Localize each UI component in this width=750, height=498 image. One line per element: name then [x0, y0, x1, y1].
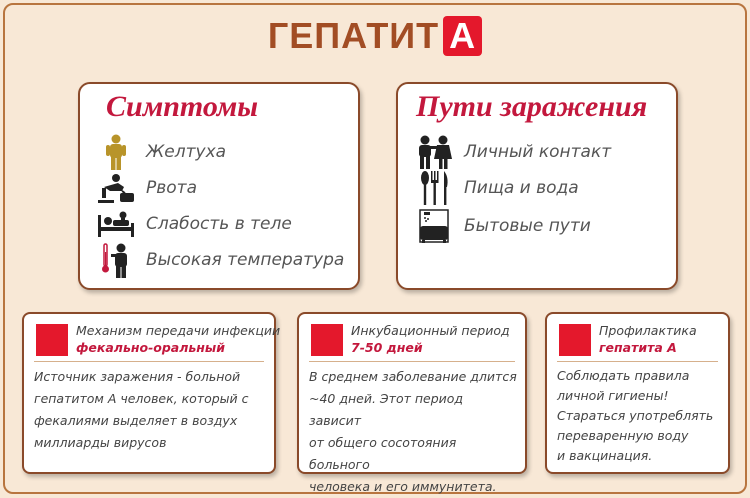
- prevention-card: [545, 312, 730, 474]
- divider: [557, 361, 718, 362]
- info-label: Профилактика: [599, 323, 697, 338]
- info-label: Механизм передачи инфекции: [76, 323, 281, 338]
- incubation-period-card: [297, 312, 527, 494]
- transmission-label: Пища и вода: [464, 178, 579, 198]
- symptom-label: Слабость в теле: [146, 214, 292, 234]
- two-people-icon: [414, 134, 454, 170]
- symptoms-heading: Симптомы: [106, 90, 259, 123]
- title-text: ГЕПАТИТ: [267, 15, 440, 56]
- red-square-icon: [311, 324, 343, 356]
- transmission-item: [414, 134, 611, 170]
- transmission-label: Личный контакт: [464, 142, 612, 162]
- bath-shower-icon: [414, 208, 454, 244]
- person-in-bed-icon: [96, 206, 136, 242]
- divider: [309, 361, 515, 362]
- cutlery-icon: [414, 170, 454, 206]
- thermometer-person-icon: [96, 242, 136, 278]
- red-square-icon: [559, 324, 591, 356]
- transmission-item: [414, 208, 591, 244]
- red-square-icon: [36, 324, 68, 356]
- page-title: [0, 14, 750, 58]
- person-standing-icon: [96, 134, 136, 170]
- symptom-item: [96, 134, 226, 170]
- symptom-item: [96, 170, 197, 206]
- symptom-label: Высокая температура: [146, 250, 345, 270]
- symptom-item: [96, 242, 344, 278]
- info-body: В среднем заболевание длится ~40 дней. Этот период зависит от общего сосотояния больного человека и его иммунитета.: [309, 369, 517, 494]
- transmission-heading: Пути заражения: [416, 90, 648, 123]
- info-body: Соблюдать правила личной гигиены! Стараться употреблять переваренную воду и вакцинация.: [557, 368, 714, 463]
- info-value: 7-50 дней: [351, 340, 423, 355]
- title-badge: А: [443, 16, 482, 56]
- transmission-label: Бытовые пути: [464, 216, 591, 236]
- info-value: гепатита А: [599, 340, 677, 355]
- info-value: фекально-оральный: [76, 340, 225, 355]
- divider: [34, 361, 264, 362]
- person-vomiting-icon: [96, 170, 136, 206]
- info-body: Источник заражения - больной гепатитом А человек, который с фекалиями выделяет в воздух миллиарды вирусов: [34, 369, 249, 450]
- transmission-card: [396, 82, 678, 290]
- transmission-mechanism-card: [22, 312, 281, 474]
- symptom-label: Желтуха: [146, 142, 227, 162]
- info-label: Инкубационный период: [351, 323, 510, 338]
- symptom-label: Рвота: [146, 178, 197, 198]
- symptom-item: [96, 206, 292, 242]
- transmission-item: [414, 170, 579, 206]
- symptoms-card: [78, 82, 360, 290]
